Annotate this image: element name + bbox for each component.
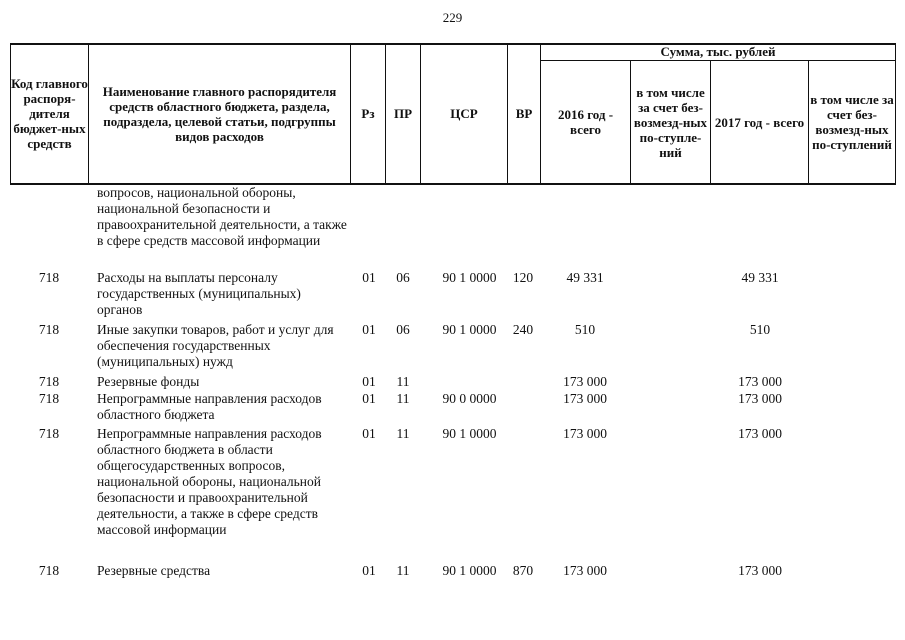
row-csr: 90 1 0000 xyxy=(442,322,497,337)
row-code: 718 xyxy=(38,322,60,337)
row-name: Непрограммные направления расходов областного бюджета xyxy=(97,391,322,422)
row-code: 718 xyxy=(38,374,60,389)
row-vr: 870 xyxy=(512,563,534,578)
row-sum-2017: 49 331 xyxy=(741,270,779,285)
row-name: Резервные средства xyxy=(97,563,211,578)
row-csr: 90 1 0000 xyxy=(442,426,497,441)
row-rz: 01 xyxy=(362,391,376,406)
row-vr: 120 xyxy=(512,270,534,285)
row-pr: 11 xyxy=(396,391,410,406)
header-2017-total: 2017 год - всего xyxy=(714,114,805,130)
header-2016-gratis: в том числе за счет без-возмезд-ных по-ступле-ний xyxy=(633,84,708,160)
page-number: 229 xyxy=(442,10,463,25)
row-name: Иные закупки товаров, работ и услуг для обеспечения государственных (муниципальных) нужд xyxy=(97,322,334,369)
row-pr: 06 xyxy=(396,270,410,285)
row-sum-2017: 173 000 xyxy=(738,391,782,406)
row-sum-2016: 173 000 xyxy=(563,374,607,389)
row-name: Резервные фонды xyxy=(97,374,200,389)
header-2017-gratis: в том числе за счет без-возмезд-ных по-ступлений xyxy=(810,92,894,152)
row-csr: 90 1 0000 xyxy=(442,270,497,285)
row-sum-2017: 510 xyxy=(749,322,771,337)
row-rz: 01 xyxy=(362,322,376,337)
header-pr: ПР xyxy=(393,106,413,121)
row-sum-2017: 173 000 xyxy=(738,563,782,578)
row-sum-2016: 49 331 xyxy=(566,270,604,285)
row-sum-2016: 510 xyxy=(574,322,596,337)
header-sum: Сумма, тыс. рублей xyxy=(660,44,776,59)
header-code: Код главного распоря-дителя бюджет-ных средств xyxy=(11,76,88,151)
row-rz: 01 xyxy=(362,374,376,389)
row-code: 718 xyxy=(38,563,60,578)
row-name: Расходы на выплаты персоналу государственных (муниципальных) органов xyxy=(97,270,301,317)
row-sum-2017: 173 000 xyxy=(738,426,782,441)
header-csr: ЦСР xyxy=(450,106,478,121)
row-name: Непрограммные направления расходов областного бюджета в области общегосударственных вопросов, национальной обороны, национальной безопасности и правоохранительной деятельности, а также в сфере средств массовой информации xyxy=(97,426,322,537)
header-2016-total: 2016 год - всего xyxy=(557,107,614,137)
row-rz: 01 xyxy=(362,270,376,285)
row-rz: 01 xyxy=(362,563,376,578)
row-sum-2016: 173 000 xyxy=(563,563,607,578)
row-code: 718 xyxy=(38,391,60,406)
row-sum-2017: 173 000 xyxy=(738,374,782,389)
row-csr: 90 0 0000 xyxy=(442,391,497,406)
header-rz: Рз xyxy=(361,106,375,121)
row-rz: 01 xyxy=(362,426,376,441)
row-pr: 11 xyxy=(396,563,410,578)
row-code: 718 xyxy=(38,426,60,441)
row-vr: 240 xyxy=(512,322,534,337)
row-sum-2016: 173 000 xyxy=(563,426,607,441)
header-name: Наименование главного распорядителя средств областного бюджета, раздела, подраздела, целевой статьи, подгруппы видов расходов xyxy=(102,83,337,144)
table-header xyxy=(10,43,896,183)
header-vr: ВР xyxy=(515,106,533,121)
row-pr: 11 xyxy=(396,426,410,441)
row-csr: 90 1 0000 xyxy=(442,563,497,578)
row-pr: 11 xyxy=(396,374,410,389)
row-code: 718 xyxy=(38,270,60,285)
row-sum-2016: 173 000 xyxy=(563,391,607,406)
row-name: вопросов, национальной обороны, национальной безопасности и правоохранительной деятельности, а также в сфере средств массовой информации xyxy=(97,185,347,248)
row-pr: 06 xyxy=(396,322,410,337)
